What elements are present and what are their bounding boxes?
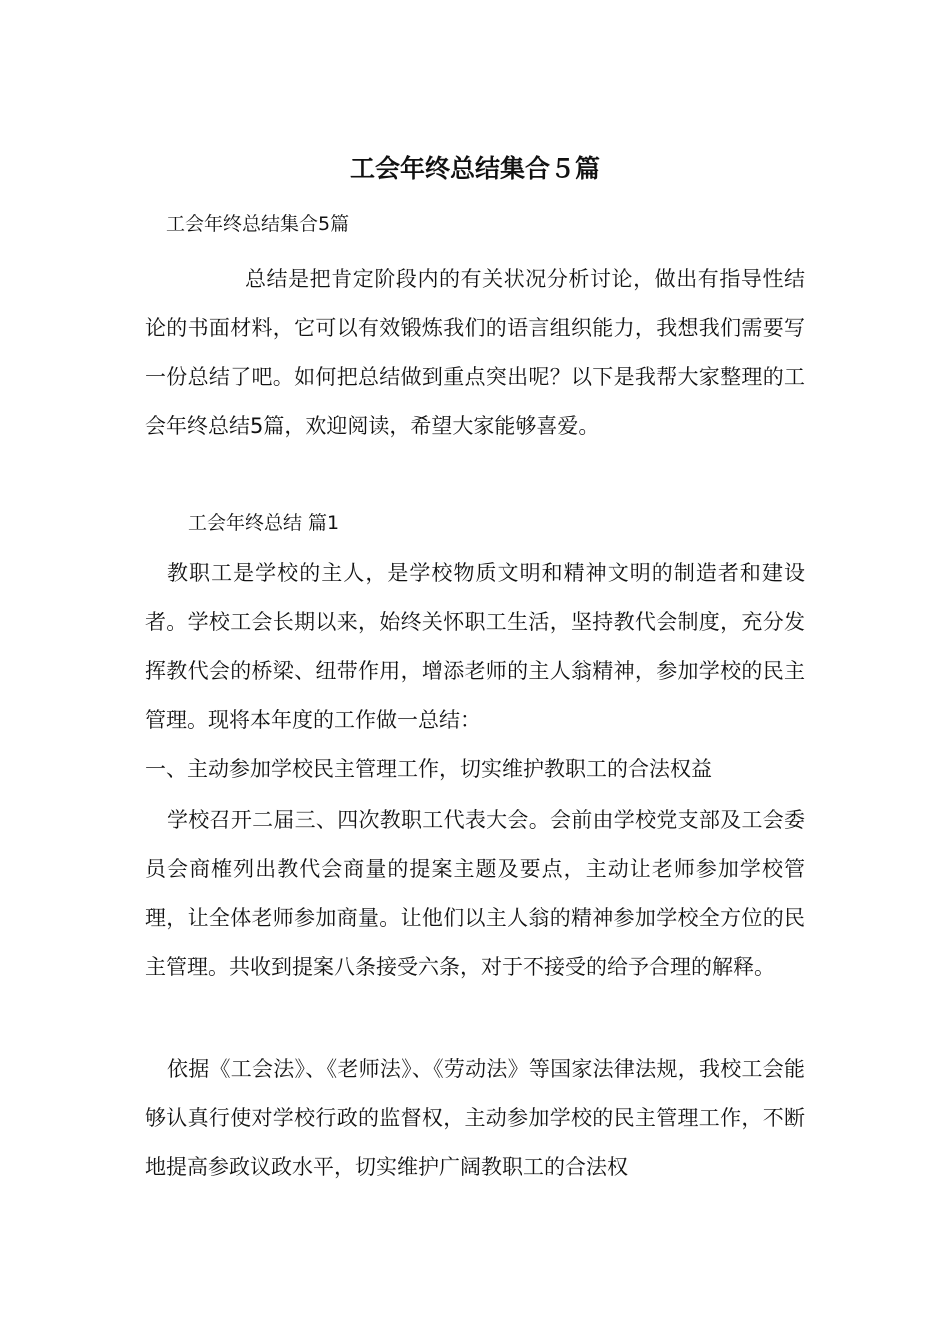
subsection-heading: 一、主动参加学校民主管理工作，切实维护教职工的合法权益 — [145, 757, 712, 781]
document-title: 工会年终总结集合５篇 — [349, 154, 600, 183]
body-paragraph: 依据《工会法》、《老师法》、《劳动法》等国家法律法规，我校工会能够认真行使对学校行政的监督权，主动参加学校的民主管理工作，不断地提高参政议政水平，切实维护广阔教职工的合法权 — [145, 1057, 805, 1179]
section-heading: 工会年终总结 篇1 — [188, 512, 340, 534]
body-paragraph: 学校召开二届三、四次教职工代表大会。会前由学校党支部及工会委员会商榷列出教代会商量的提案主题及要点，主动让老师参加学校管理，让全体老师参加商量。让他们以主人翁的精神参加学校全方位的民主管理。共收到提案八条接受六条，对于不接受的给予合理的解释。 — [145, 808, 805, 979]
body-paragraph: 教职工是学校的主人，是学校物质文明和精神文明的制造者和建设者。学校工会长期以来，始终关怀职工生活，坚持教代会制度，充分发挥教代会的桥梁、纽带作用，增添老师的主人翁精神，参加学校的民主管理。现将本年度的工作做一总结： — [145, 561, 805, 732]
intro-paragraph: 总结是把肯定阶段内的有关状况分析讨论，做出有指导性结论的书面材料，它可以有效锻炼我们的语言组织能力，我想我们需要写一份总结了吧。如何把总结做到重点突出呢？以下是我帮大家整理的工会年终总结5篇，欢迎阅读，希望大家能够喜爱。 — [145, 267, 805, 438]
document-subtitle: 工会年终总结集合5篇 — [166, 213, 350, 235]
